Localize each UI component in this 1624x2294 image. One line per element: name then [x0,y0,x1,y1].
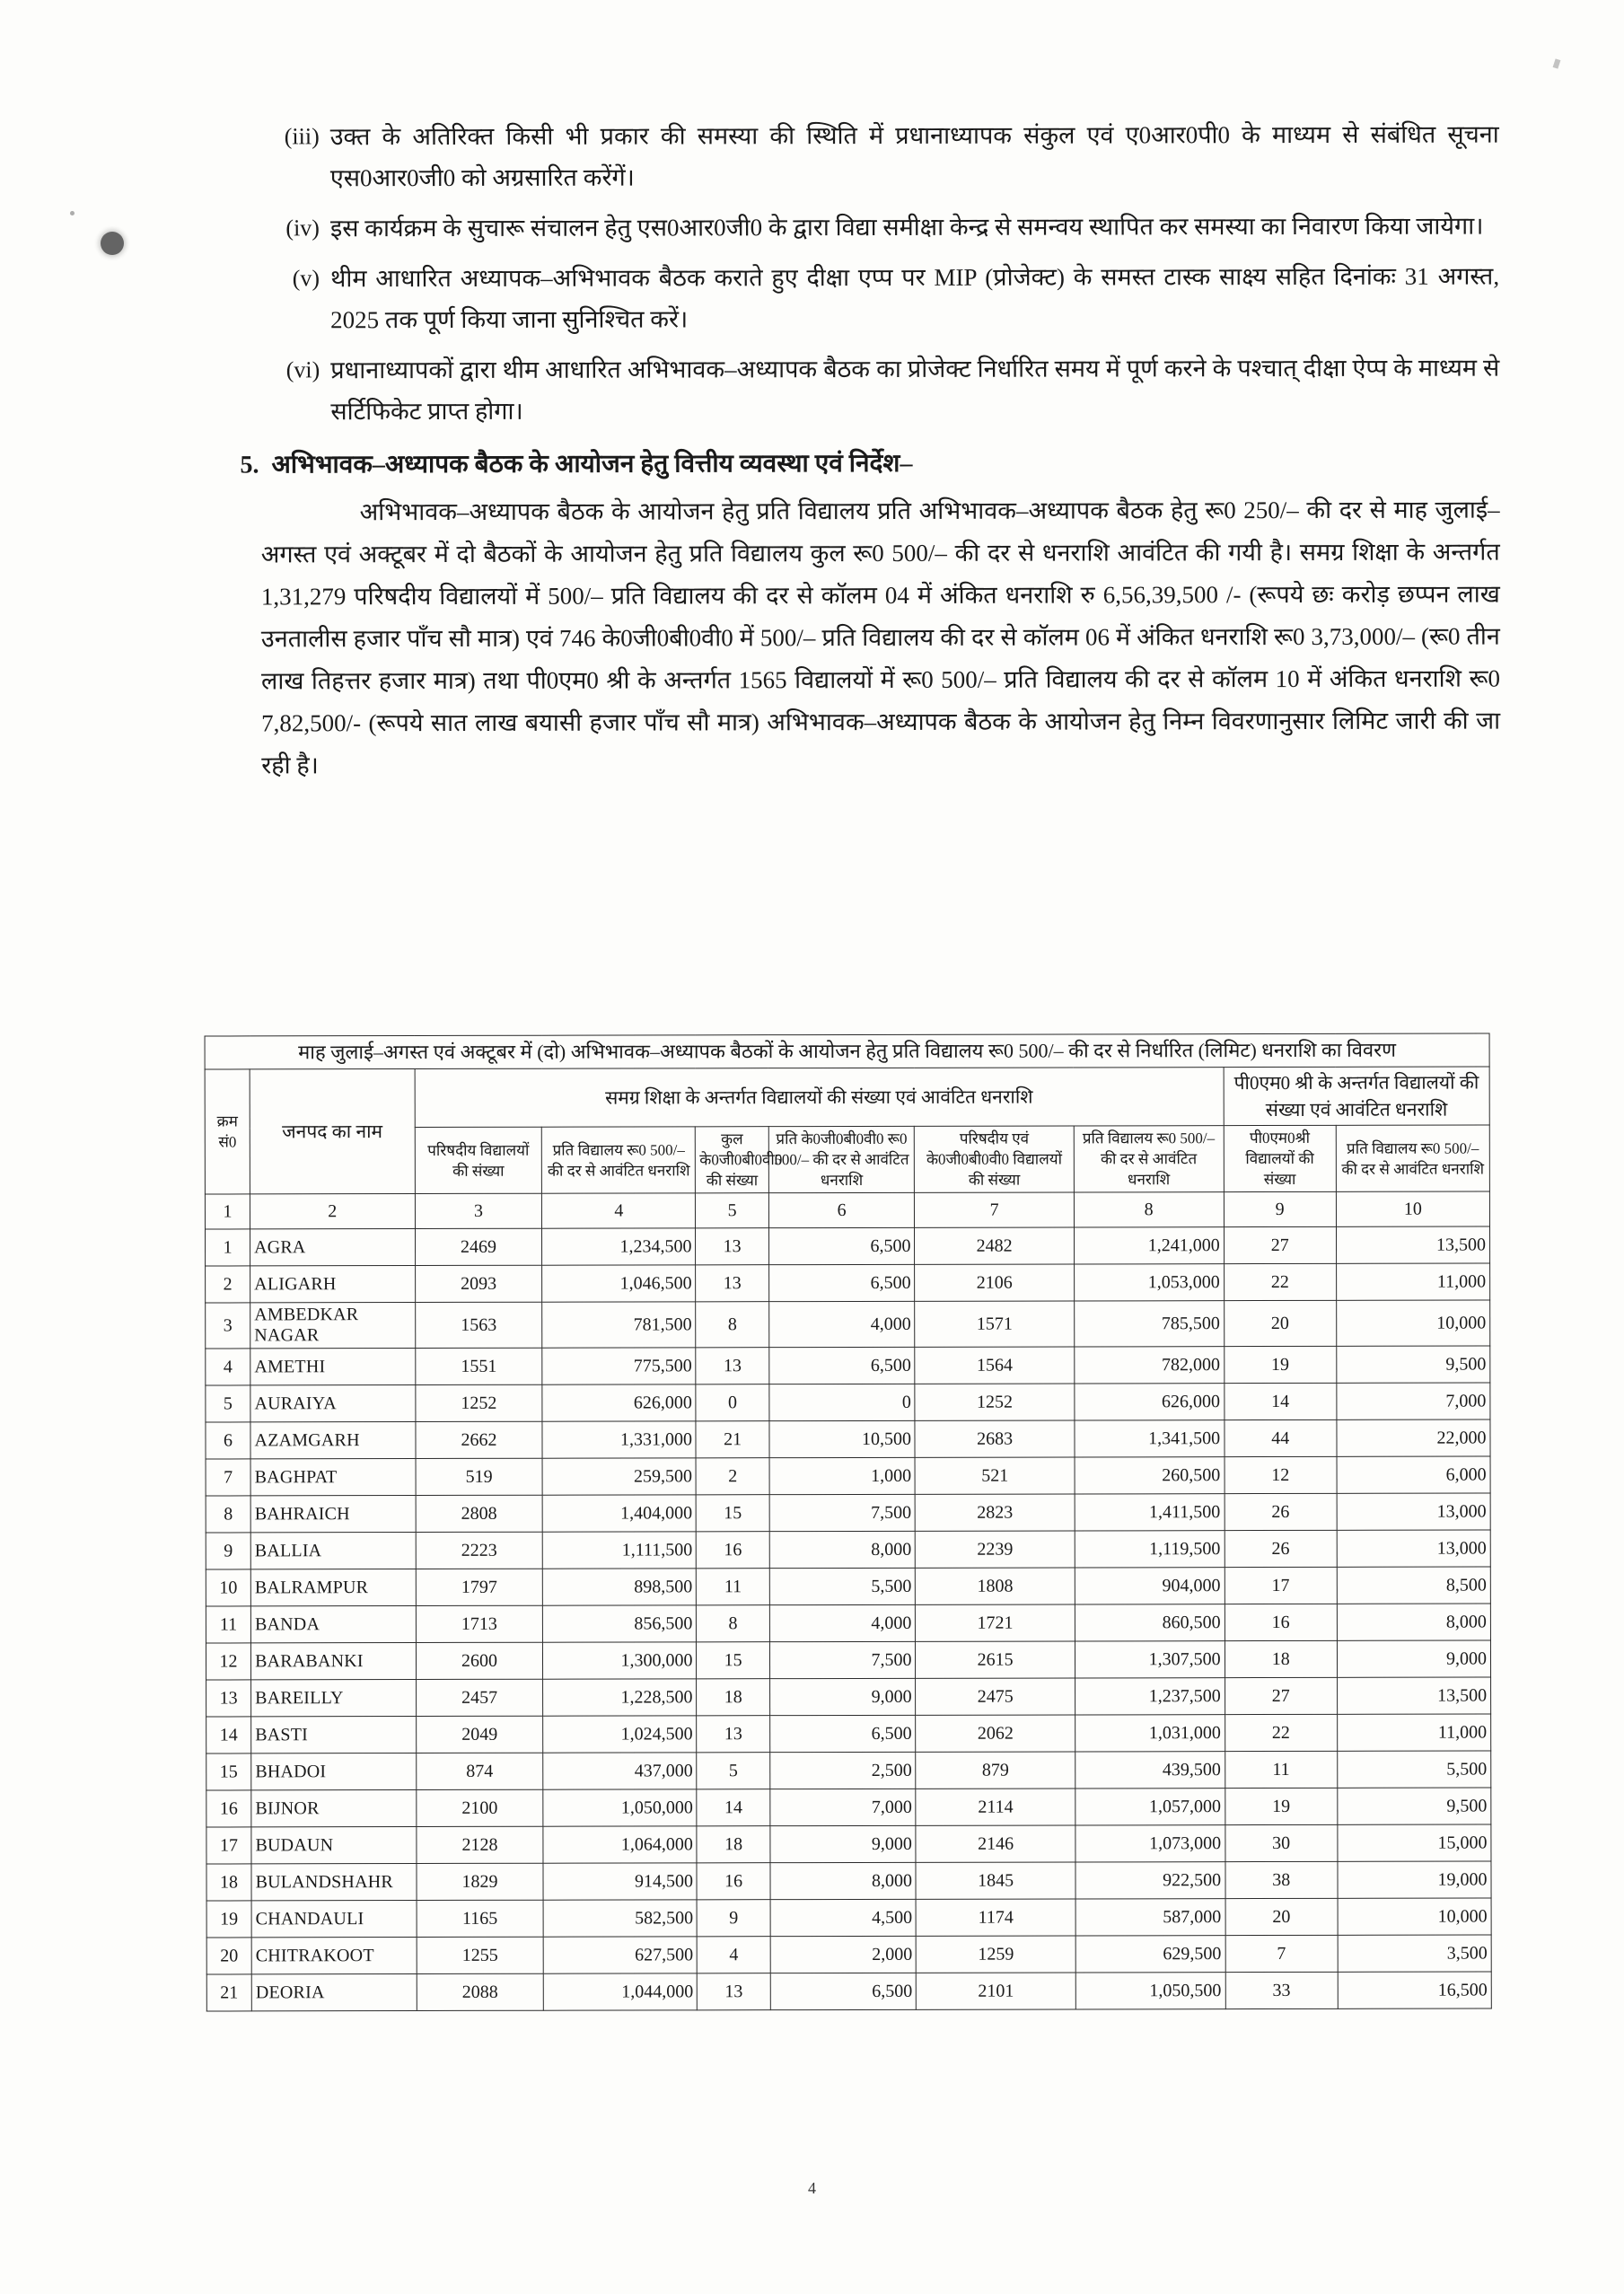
cell-c8: 922,500 [1075,1862,1225,1899]
cell-c3: 1551 [415,1348,542,1384]
colnum-5: 5 [696,1193,768,1228]
cell-c9: 16 [1225,1604,1337,1640]
cell-district: BULANDSHAHR [251,1864,417,1901]
cell-sn: 5 [206,1385,250,1422]
table-row [206,1935,1491,1974]
colnum-8: 8 [1074,1192,1224,1227]
cell-c9: 26 [1225,1530,1337,1567]
cell-c3: 2100 [416,1789,543,1826]
table-row [206,1493,1490,1533]
cell-c6: 4,000 [768,1301,915,1347]
list-item-text: प्रधानाध्यापकों द्वारा थीम आधारित अभिभावक–अध्यापक बैठक का प्रोजेक्ट निर्धारित समय में पूर्ण करने के पश्चात् दीक्षा ऐप्प के माध्यम से सर्टिफिकेट प्राप्त होगा। [330,354,1500,426]
cell-c8: 1,241,000 [1074,1227,1224,1264]
cell-c10: 11,000 [1337,1714,1490,1751]
header-col10: प्रति विद्यालय रू0 500/– की दर से आवंटित धनराशि [1336,1125,1489,1191]
section-number: 5. [240,451,259,479]
cell-c4: 1,050,000 [543,1789,697,1826]
cell-c6: 8,000 [770,1862,917,1899]
cell-c6: 4,500 [770,1899,917,1936]
cell-c4: 627,500 [544,1937,698,1973]
cell-c6: 7,500 [769,1494,916,1531]
cell-c10: 8,000 [1337,1604,1490,1640]
list-item-marker: (iv) [285,215,320,242]
cell-district: DEORIA [251,1974,417,2011]
cell-c10: 13,000 [1337,1493,1490,1530]
cell-c8: 860,500 [1075,1604,1225,1641]
cell-c4: 259,500 [542,1458,696,1495]
cell-c5: 15 [697,1642,769,1679]
table-header [205,1033,1489,1229]
cell-c6: 7,000 [770,1789,917,1825]
cell-c8: 1,411,500 [1075,1494,1225,1531]
cell-sn: 7 [206,1459,250,1496]
cell-c3: 2049 [416,1716,543,1753]
cell-c9: 27 [1224,1226,1336,1263]
allocation-table [205,1033,1492,2012]
cell-sn: 16 [206,1790,251,1827]
cell-c3: 519 [416,1458,543,1495]
cell-c7: 879 [916,1752,1075,1789]
cell-c8: 439,500 [1075,1752,1225,1789]
cell-c3: 2128 [416,1826,543,1863]
cell-c10: 8,500 [1337,1567,1490,1604]
cell-c7: 2482 [915,1227,1074,1264]
cell-sn: 15 [206,1753,251,1790]
list-item [260,206,1499,250]
cell-c7: 2823 [916,1494,1075,1531]
cell-c8: 1,073,000 [1075,1825,1225,1862]
cell-c10: 5,500 [1337,1751,1490,1788]
cell-c8: 1,341,500 [1075,1420,1225,1457]
cell-c9: 7 [1225,1935,1338,1972]
cell-district: BHADOI [251,1753,417,1790]
cell-c8: 1,307,500 [1075,1641,1225,1678]
cell-c4: 1,064,000 [543,1826,697,1863]
cell-c10: 13,500 [1337,1677,1490,1714]
cell-c5: 13 [696,1265,768,1302]
header-col4: प्रति विद्यालय रू0 500/– की दर से आवंटित धनराशि [542,1127,696,1193]
cell-c10: 10,000 [1336,1300,1489,1346]
cell-c10: 10,000 [1338,1898,1491,1935]
cell-c4: 1,331,000 [542,1421,696,1458]
table-row [206,1383,1490,1422]
cell-c7: 1174 [917,1899,1075,1936]
cell-c6: 2,000 [770,1936,917,1973]
cell-c3: 2223 [416,1532,543,1569]
cell-c3: 1713 [416,1605,543,1642]
cell-c5: 18 [697,1826,769,1863]
list-item [260,256,1499,341]
table-title: माह जुलाई–अगस्त एवं अक्टूबर में (दो) अभिभावक–अध्यापक बैठकों के आयोजन हेतु प्रति विद्यालय रू0 500/– की दर से निर्धारित (लिमिट) धनराशि का विवरण [205,1033,1489,1069]
cell-c8: 1,119,500 [1075,1531,1225,1568]
cell-sn: 3 [206,1303,250,1349]
cell-c5: 9 [698,1900,770,1937]
punch-hole-icon [101,232,124,255]
cell-c8: 626,000 [1075,1384,1225,1420]
cell-c7: 2146 [916,1825,1075,1862]
cell-c4: 1,044,000 [544,1973,698,2010]
cell-district: BARABANKI [251,1643,417,1680]
table-row [206,1972,1491,2011]
column-number-row [205,1191,1489,1229]
cell-c7: 521 [916,1457,1075,1494]
cell-c6: 4,000 [769,1604,916,1641]
cell-c10: 11,000 [1336,1263,1489,1300]
cell-c6: 7,500 [769,1641,916,1678]
cell-c10: 13,500 [1336,1226,1489,1263]
cell-district: CHITRAKOOT [251,1938,417,1974]
table-row [206,1788,1491,1827]
cell-c10: 3,500 [1338,1935,1491,1972]
table-row [206,1263,1490,1303]
cell-sn: 8 [206,1496,250,1533]
cell-c4: 898,500 [543,1569,697,1605]
cell-district: CHANDAULI [251,1901,417,1938]
cell-c4: 626,000 [542,1384,696,1421]
cell-c10: 15,000 [1338,1824,1491,1861]
cell-c5: 13 [697,1716,769,1753]
cell-c7: 2239 [916,1531,1075,1568]
cell-c5: 14 [697,1789,769,1826]
cell-sn: 13 [206,1680,251,1717]
cell-c3: 2600 [416,1642,543,1679]
cell-c5: 2 [696,1458,768,1495]
cell-c10: 9,000 [1337,1640,1490,1677]
table-row [206,1530,1490,1569]
list-item-marker: (v) [292,265,320,292]
cell-c8: 782,000 [1075,1347,1225,1384]
cell-district: BAREILLY [251,1680,417,1717]
cell-c7: 2101 [917,1973,1075,2009]
cell-c6: 10,500 [769,1420,916,1457]
cell-c9: 27 [1225,1677,1337,1714]
cell-c7: 1808 [916,1568,1075,1604]
cell-c6: 9,000 [769,1678,916,1715]
cell-c6: 8,000 [769,1531,916,1568]
colnum-1: 1 [205,1194,250,1229]
table-row [205,1226,1489,1266]
header-pmshri-group: पी0एम0 श्री के अन्तर्गत विद्यालयों की संख्या एवं आवंटित धनराशि [1224,1067,1489,1126]
cell-c3: 2088 [417,1973,544,2010]
cell-district: BALLIA [250,1533,416,1569]
header-district: जनपद का नाम [250,1069,415,1194]
cell-c7: 1571 [915,1301,1074,1347]
header-col3: परिषदीय विद्यालयों की संख्या [415,1127,542,1193]
table-row [206,1567,1490,1606]
cell-c4: 437,000 [543,1753,697,1789]
cell-c9: 22 [1225,1714,1337,1751]
colnum-2: 2 [250,1194,415,1229]
cell-c9: 17 [1225,1567,1337,1604]
cell-district: BAHRAICH [250,1496,416,1533]
cell-sn: 6 [206,1422,250,1459]
scan-mark-icon [1553,58,1561,68]
cell-c4: 1,234,500 [542,1228,696,1265]
table-row [206,1456,1490,1496]
header-col9: पी0एम0श्री विद्यालयों की संख्या [1224,1125,1336,1191]
cell-c10: 9,500 [1338,1788,1491,1824]
cell-c8: 1,031,000 [1075,1715,1225,1752]
table-row [206,1824,1491,1864]
header-col5: कुल के0जी0बी0वी0 की संख्या [696,1127,768,1193]
cell-c6: 6,500 [768,1264,915,1301]
cell-c6: 5,500 [769,1568,916,1604]
cell-c3: 1165 [417,1900,544,1937]
cell-sn: 1 [205,1229,250,1266]
cell-c10: 9,500 [1337,1346,1490,1383]
cell-c5: 4 [698,1937,770,1973]
cell-c5: 16 [697,1532,769,1569]
cell-sn: 18 [206,1864,251,1901]
cell-c3: 1797 [416,1569,543,1605]
cell-district: BAGHPAT [250,1459,416,1496]
cell-sn: 4 [206,1349,250,1385]
cell-c4: 1,111,500 [543,1532,697,1569]
cell-c9: 14 [1225,1383,1337,1419]
cell-c8: 1,053,000 [1074,1264,1224,1301]
section-title: अभिभावक–अध्यापक बैठक के आयोजन हेतु वित्तीय व्यवस्था एवं निर्देश– [271,449,913,479]
table-row [206,1419,1490,1459]
cell-c9: 12 [1225,1456,1337,1493]
table-row [206,1898,1491,1938]
table-row [206,1640,1490,1680]
list-item-marker: (iii) [284,123,320,150]
cell-c5: 11 [697,1569,769,1605]
cell-c3: 2469 [415,1228,542,1265]
page-number: 4 [808,2179,816,2197]
cell-sn: 12 [206,1643,250,1680]
colnum-10: 10 [1336,1191,1489,1226]
cell-c7: 2615 [916,1641,1075,1678]
cell-sn: 20 [206,1938,251,1974]
cell-c5: 18 [697,1679,769,1716]
cell-c3: 2093 [415,1265,542,1302]
cell-c7: 2106 [915,1264,1074,1301]
cell-c6: 9,000 [770,1825,917,1862]
cell-c9: 38 [1225,1861,1338,1898]
cell-c6: 1,000 [769,1457,916,1494]
cell-c7: 1259 [917,1936,1075,1973]
cell-c4: 914,500 [543,1863,697,1900]
cell-district: BANDA [250,1606,416,1643]
cell-c8: 260,500 [1075,1457,1225,1494]
colnum-6: 6 [768,1192,915,1227]
cell-c5: 15 [697,1495,769,1532]
cell-c8: 1,237,500 [1075,1678,1225,1715]
cell-c9: 11 [1225,1751,1337,1788]
cell-c3: 874 [416,1753,543,1789]
cell-c7: 2683 [915,1420,1074,1457]
header-col6: प्रति के0जी0बी0वी0 रू0 500/– की दर से आवंटित धनराशि [768,1126,915,1192]
cell-sn: 10 [206,1569,250,1606]
header-samagra-group: समग्र शिक्षा के अन्तर्गत विद्यालयों की संख्या एवं आवंटित धनराशि [415,1068,1224,1128]
cell-c7: 2114 [916,1789,1075,1825]
cell-c4: 1,024,500 [543,1716,697,1753]
cell-c3: 1563 [415,1302,542,1348]
cell-c8: 904,000 [1075,1568,1225,1604]
cell-c5: 13 [696,1348,768,1384]
cell-c5: 0 [696,1384,768,1421]
table-row [206,1861,1491,1901]
list-item [260,347,1499,433]
cell-c9: 44 [1225,1419,1337,1456]
cell-c6: 2,500 [770,1752,917,1789]
cell-c7: 2475 [916,1678,1075,1715]
colnum-7: 7 [915,1192,1074,1227]
cell-c5: 8 [697,1605,769,1642]
cell-c4: 1,300,000 [543,1642,697,1679]
cell-c10: 16,500 [1338,1972,1491,2008]
cell-c9: 22 [1224,1263,1336,1300]
list-item-text: थीम आधारित अध्यापक–अभिभावक बैठक कराते हुए दीक्षा एप्प पर MIP (प्रोजेक्ट) के समस्त टास्क साक्ष्य सहित दिनांकः 31 अगस्त, 2025 तक पूर्ण किया जाना सुनिश्चित करें। [330,262,1500,334]
cell-c4: 1,404,000 [543,1495,697,1532]
cell-district: AGRA [250,1229,416,1266]
cell-c9: 26 [1225,1493,1337,1530]
cell-c8: 587,000 [1075,1899,1225,1936]
cell-c10: 22,000 [1337,1419,1490,1456]
cell-c3: 2457 [416,1679,543,1716]
table-body [205,1226,1491,2011]
cell-c3: 2662 [416,1421,543,1458]
cell-sn: 19 [206,1901,251,1938]
cell-district: BASTI [251,1717,417,1753]
section-heading [215,443,1499,487]
cell-sn: 2 [206,1266,250,1303]
table-row [206,1346,1490,1385]
cell-c4: 1,228,500 [543,1679,697,1716]
header-col8: प्रति विद्यालय रू0 500/– की दर से आवंटित धनराशि [1074,1126,1224,1192]
cell-c5: 21 [696,1421,768,1458]
cell-district: AZAMGARH [250,1422,416,1459]
cell-sn: 9 [206,1533,250,1569]
cell-c10: 13,000 [1337,1530,1490,1567]
header-serial: क्रम सं0 [205,1069,250,1194]
cell-c7: 1721 [916,1604,1075,1641]
cell-c8: 785,500 [1074,1301,1224,1347]
section-paragraph: अभिभावक–अध्यापक बैठक के आयोजन हेतु प्रति विद्यालय प्रति अभिभावक–अध्यापक बैठक हेतु रू0 250/– की दर से माह जुलाई–अगस्त एवं अक्टूबर में दो बैठकों के आयोजन हेतु प्रति विद्यालय कुल रू0 500/– की दर से धनराशि आवंटित की गयी है। समग्र शिक्षा के अन्तर्गत 1,31,279 परिषदीय विद्यालयों में 500/– प्रति विद्यालय की दर से कॉलम 04 में अंकित धनराशि रु 6,56,39,500 /- (रूपये छः करोड़ छप्पन लाख उनतालीस हजार पाँच सौ मात्र) एवं 746 के0जी0बी0वी0 में 500/– प्रति विद्यालय की दर से कॉलम 06 में अंकित धनराशि रू0 3,73,000/– (रू0 तीन लाख तिहत्तर हजार मात्र) तथा पी0एम0 श्री के अन्तर्गत 1565 विद्यालयों में रू0 500/– प्रति विद्यालय की दर से कॉलम 10 में अंकित धनराशि रू0 7,82,500/- (रूपये सात लाख बयासी हजार पाँच सौ मात्र) अभिभावक–अध्यापक बैठक के आयोजन हेतु निम्न विवरणानुसार लिमिट जारी की जा रही है। [260,496,1501,779]
cell-c3: 2808 [416,1495,543,1532]
cell-c5: 5 [697,1753,769,1789]
cell-c10: 19,000 [1338,1861,1491,1898]
table-row [206,1604,1490,1643]
cell-c7: 2062 [916,1715,1075,1752]
cell-district: BALRAMPUR [250,1569,416,1606]
cell-c6: 6,500 [770,1973,917,2009]
cell-sn: 14 [206,1717,251,1753]
cell-sn: 17 [206,1827,251,1864]
cell-c5: 13 [698,1973,770,2010]
colnum-4: 4 [542,1193,696,1228]
cell-c9: 19 [1224,1346,1336,1383]
cell-sn: 11 [206,1606,250,1643]
cell-c5: 16 [697,1863,769,1900]
cell-c8: 1,057,000 [1075,1789,1225,1825]
cell-c4: 856,500 [543,1605,697,1642]
cell-c6: 6,500 [768,1227,915,1264]
allocation-table-container [205,1033,1492,2012]
list-item-text: उक्त के अतिरिक्त किसी भी प्रकार की समस्या की स्थिति में प्रधानाध्यापक संकुल एवं ए0आर0पी0 के माध्यम से संबंधित सूचना एस0आर0जी0 को अग्रसारित करेंगें। [329,120,1499,192]
cell-c5: 13 [696,1228,768,1265]
cell-c6: 6,500 [769,1715,916,1752]
colnum-3: 3 [415,1193,542,1228]
cell-c9: 30 [1225,1824,1338,1861]
cell-c8: 1,050,500 [1075,1973,1225,2009]
cell-c4: 582,500 [543,1900,697,1937]
colnum-9: 9 [1224,1191,1336,1226]
cell-sn: 21 [206,1974,251,2011]
cell-c9: 20 [1225,1898,1338,1935]
cell-c7: 1252 [915,1384,1074,1420]
list-item-marker: (vi) [285,356,320,383]
cell-c4: 775,500 [542,1348,696,1384]
cell-district: AURAIYA [250,1385,416,1422]
cell-c8: 629,500 [1075,1936,1225,1973]
cell-c7: 1564 [915,1347,1074,1384]
table-row [206,1677,1491,1717]
cell-c9: 20 [1224,1300,1336,1346]
table-row [206,1300,1490,1349]
list-item [260,114,1499,199]
list-item-text: इस कार्यक्रम के सुचारू संचालन हेतु एस0आर0जी0 के द्वारा विद्या समीक्षा केन्द्र से समन्वय स्थापित कर समस्या का निवारण किया जायेगा। [329,212,1484,242]
cell-c9: 19 [1225,1788,1337,1824]
cell-c5: 8 [696,1302,768,1348]
document-body [240,114,1501,791]
table-row [206,1714,1491,1753]
cell-c9: 18 [1225,1640,1337,1677]
cell-district: BUDAUN [251,1827,417,1864]
cell-c3: 1255 [417,1937,544,1973]
cell-c3: 1252 [415,1384,542,1421]
cell-district: AMETHI [250,1349,416,1385]
table-row [206,1751,1491,1790]
cell-c10: 7,000 [1337,1383,1490,1419]
cell-c4: 781,500 [542,1302,696,1348]
cell-c6: 0 [769,1384,916,1420]
scan-speck-icon [70,211,75,215]
header-col7: परिषदीय एवं के0जी0बी0वी0 विद्यालयों की संख्या [915,1126,1074,1192]
cell-c9: 33 [1225,1972,1338,2008]
cell-c6: 6,500 [769,1347,916,1384]
cell-c10: 6,000 [1337,1456,1490,1493]
cell-district: AMBEDKAR NAGAR [250,1303,416,1349]
cell-district: ALIGARH [250,1266,416,1303]
cell-c4: 1,046,500 [542,1265,696,1302]
cell-district: BIJNOR [251,1790,417,1827]
cell-c3: 1829 [417,1863,544,1900]
cell-c7: 1845 [916,1862,1075,1899]
